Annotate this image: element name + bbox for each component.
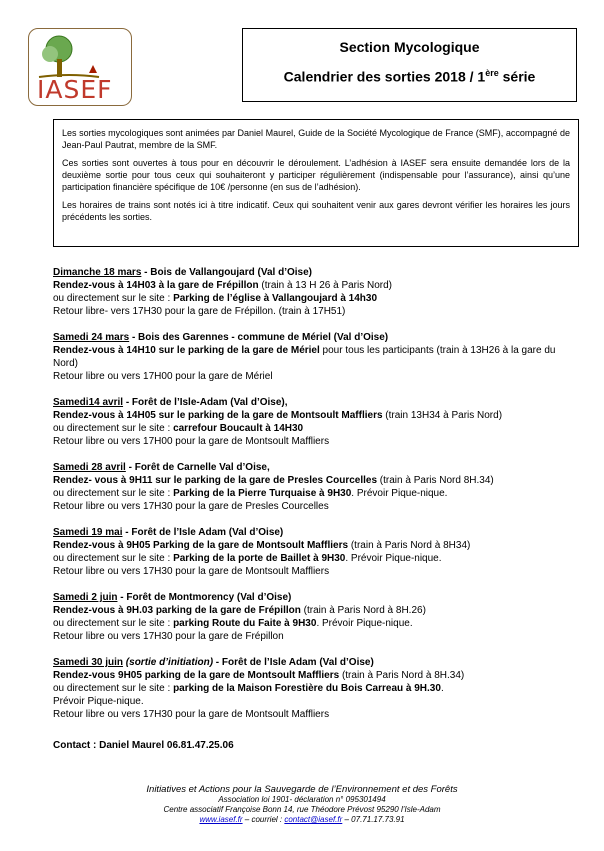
sortie-place: - Forêt de l’Isle Adam (Val d’Oise) <box>213 657 374 668</box>
sortie-rdv: Rendez-vous à 14H10 sur le parking de la gare de Mériel <box>53 345 320 356</box>
sortie-place: - Forêt de l’Isle Adam (Val d’Oise) <box>122 527 284 538</box>
calendar-title: Calendrier des sorties 2018 / 1ère série <box>283 68 536 85</box>
sortie-train: (train à Paris Nord à 8H.26) <box>300 605 426 616</box>
sortie-rdv: Rendez-vous à 14H05 sur le parking de la gare de Montsoult Maffliers <box>53 410 383 421</box>
sortie-retour: Retour libre ou vers 17H30 pour la gare de Presles Courcelles <box>53 501 329 512</box>
sortie-place: - Forêt de Carnelle Val d’Oise, <box>125 462 270 473</box>
sortie-item <box>53 396 583 448</box>
sortie-train: (train à Paris Nord 8H.34) <box>377 475 494 486</box>
sortie-place: - Bois de Vallangoujard (Val d’Oise) <box>141 267 312 278</box>
footer-association: Association loi 1901- déclaration n° 095301494 <box>218 795 386 804</box>
sortie-place: - Forêt de Montmorency (Val d’Oise) <box>117 592 292 603</box>
sortie-date: Samedi14 avril <box>53 397 124 408</box>
sortie-rdv: Rendez-vous 9H05 parking de la gare de Montsoult Maffliers <box>53 670 340 681</box>
footer <box>0 784 604 825</box>
sortie-note: . Prévoir Pique-nique. <box>345 553 442 564</box>
sortie-rdv: Rendez- vous à 9H11 sur le parking de la gare de Presles Courcelles <box>53 475 378 486</box>
sortie-rdv: Rendez-vous à 14H03 à la gare de Frépillon <box>53 280 259 291</box>
sortie-site: Parking de la Pierre Turquaise à 9H30 <box>173 488 352 499</box>
sortie-item <box>53 526 583 578</box>
sortie-retour: Retour libre ou vers 17H30 pour la gare de Montsoult Maffliers <box>53 566 330 577</box>
email-link[interactable]: contact@iasef.fr <box>284 815 343 824</box>
footer-tagline: Initiatives et Actions pour la Sauvegarde de l’Environnement et des Forêts <box>146 784 458 795</box>
sortie-item <box>53 461 583 513</box>
sortie-site-label: ou directement sur le site : <box>53 423 174 434</box>
sortie-rdv: Rendez-vous à 9H05 Parking de la gare de Montsoult Maffliers <box>53 540 349 551</box>
sortie-train: (train 13H34 à Paris Nord) <box>382 410 503 421</box>
sortie-site-label: ou directement sur le site : <box>53 683 174 694</box>
intro-paragraph-2: Ces sorties sont ouvertes à tous pour en découvrir le déroulement. L’adhésion à IASEF sera ensuite demandée lors de la deuxième sortie pour tous ceux qui souhaiteront y participer régulièrement (indispensable pour l’assurance), ainsi qu’une participation financière spécifique de 10€ /personne (en sus de l’adhésion). <box>62 158 570 192</box>
iasef-logo <box>28 28 132 106</box>
sortie-site: parking de la Maison Forestière du Bois Carreau à 9H.30 <box>173 683 441 694</box>
intro-box <box>53 119 579 247</box>
sortie-retour: Retour libre ou vers 17H00 pour la gare de Mériel <box>53 371 273 382</box>
sortie-site: carrefour Boucault à 14H30 <box>173 423 304 434</box>
sortie-site: Parking de la porte de Baillet à 9H30 <box>173 553 346 564</box>
sortie-site: parking Route du Faite à 9H30 <box>173 618 317 629</box>
section-title: Section Mycologique <box>339 39 480 55</box>
sortie-date: Samedi 24 mars <box>53 332 130 343</box>
sortie-retour: Retour libre ou vers 17H00 pour la gare de Montsoult Maffliers <box>53 436 330 447</box>
intro-paragraph-3: Les horaires de trains sont notés ici à titre indicatif. Ceux qui souhaitent venir aux gares devront vérifier les horaires les jours précédents les sorties. <box>62 200 570 222</box>
title-box <box>242 28 577 102</box>
sortie-item <box>53 591 583 643</box>
sorties-list <box>53 266 583 734</box>
sortie-date: Samedi 19 mai <box>53 527 123 538</box>
sortie-train: pour tous les participants (train à 13H26 à la gare du Nord) <box>53 345 556 369</box>
sortie-train: (train à Paris Nord à 8H34) <box>348 540 471 551</box>
sortie-note: . <box>440 683 444 694</box>
footer-address: Centre associatif Françoise Bonn 14, rue Théodore Prévost 95290 l’Isle-Adam <box>163 805 441 814</box>
sortie-date: Dimanche 18 mars <box>53 267 142 278</box>
sortie-retour: Retour libre- vers 17H30 pour la gare de Frépillon. (train à 17H51) <box>53 306 346 317</box>
footer-contact-line: www.iasef.fr – courriel : contact@iasef.fr – 07.71.17.73.91 <box>199 815 405 824</box>
sortie-item <box>53 656 583 721</box>
sortie-place: - Bois des Garennes - commune de Mériel (Val d’Oise) <box>129 332 389 343</box>
sortie-train: (train à Paris Nord à 8H.34) <box>339 670 465 681</box>
sortie-date: Samedi 30 juin <box>53 657 124 668</box>
website-link[interactable]: www.iasef.fr <box>199 815 243 824</box>
footer-phone: – 07.71.17.73.91 <box>342 815 405 824</box>
sortie-special: (sortie d’initiation) <box>123 657 214 668</box>
logo-text: IASEF <box>37 75 113 104</box>
contact: Contact : Daniel Maurel 06.81.47.25.06 <box>53 740 234 751</box>
sortie-place: - Forêt de l’Isle-Adam (Val d’Oise), <box>123 397 288 408</box>
sortie-site-label: ou directement sur le site : <box>53 553 174 564</box>
sortie-rdv: Rendez-vous à 9H.03 parking de la gare de Frépillon <box>53 605 301 616</box>
intro-paragraph-1: Les sorties mycologiques sont animées par Daniel Maurel, Guide de la Société Mycologique de France (SMF), accompagné de Jean-Paul Pautrat, membre de la SMF. <box>62 128 570 150</box>
sortie-item <box>53 331 583 383</box>
sortie-date: Samedi 2 juin <box>53 592 118 603</box>
sortie-date: Samedi 28 avril <box>53 462 126 473</box>
sortie-note-line: Prévoir Pique-nique. <box>53 696 144 707</box>
sortie-retour: Retour libre ou vers 17H30 pour la gare de Frépillon <box>53 631 284 642</box>
sortie-item <box>53 266 583 318</box>
sortie-site: Parking de l’église à Vallangoujard à 14h30 <box>173 293 378 304</box>
sortie-train: (train à 13 H 26 à Paris Nord) <box>258 280 393 291</box>
sortie-site-label: ou directement sur le site : <box>53 293 174 304</box>
sortie-site-label: ou directement sur le site : <box>53 488 174 499</box>
sortie-retour: Retour libre ou vers 17H30 pour la gare de Montsoult Maffliers <box>53 709 330 720</box>
sortie-note: . Prévoir Pique-nique. <box>316 618 413 629</box>
sortie-note: . Prévoir Pique-nique. <box>351 488 448 499</box>
sortie-site-label: ou directement sur le site : <box>53 618 174 629</box>
